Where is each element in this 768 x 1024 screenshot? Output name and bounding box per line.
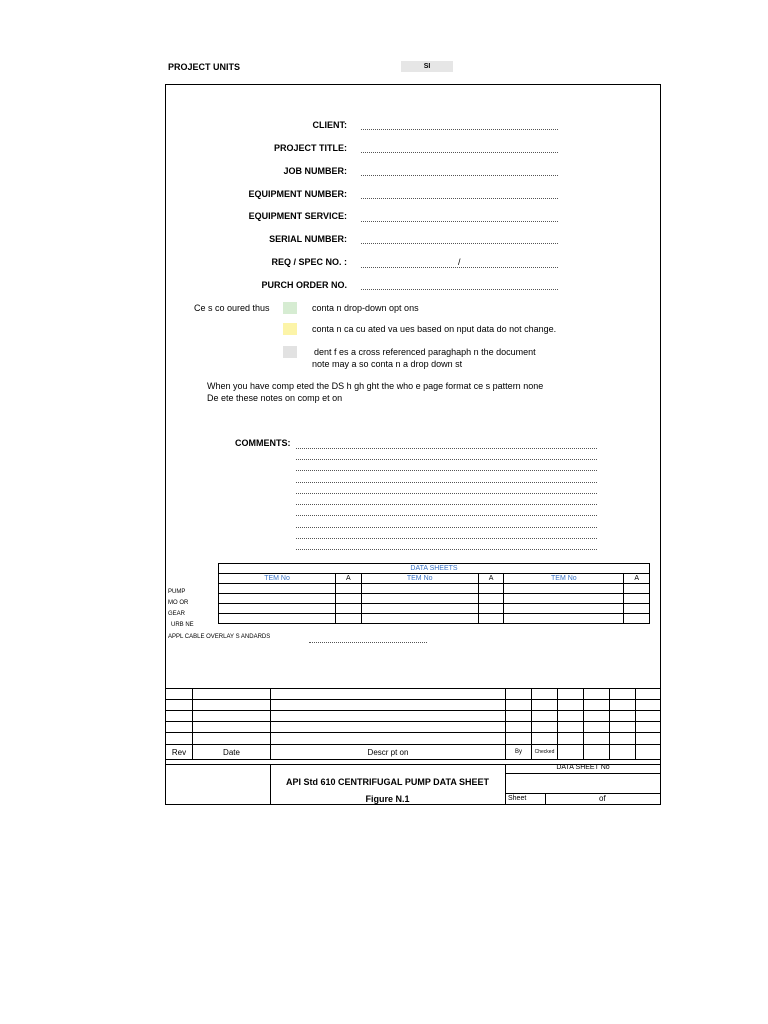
legend-green-text: conta n drop-down opt ons <box>312 303 419 313</box>
comments-line[interactable] <box>296 538 597 539</box>
table-row <box>166 711 661 722</box>
table-row <box>219 594 650 604</box>
comments-line[interactable] <box>296 549 597 550</box>
req-spec-separator: / <box>458 257 461 267</box>
description-header: Descr pt on <box>271 745 506 760</box>
comments-label: COMMENTS: <box>235 438 291 448</box>
title-block-divider <box>545 793 546 805</box>
a-header: A <box>336 574 362 584</box>
project-units-select[interactable]: SI <box>401 61 453 72</box>
equipment-number-input[interactable] <box>361 198 558 199</box>
table-row <box>219 604 650 614</box>
table-row <box>166 733 661 745</box>
rev-header: Rev <box>166 745 193 760</box>
project-title-input[interactable] <box>361 152 558 153</box>
data-sheets-title: DATA SHEETS <box>219 564 650 574</box>
item-no-header: TEM No <box>219 574 336 584</box>
overlay-standards-input[interactable] <box>309 642 427 643</box>
item-no-header: TEM No <box>361 574 478 584</box>
data-sheets-table <box>218 563 650 624</box>
purch-order-input[interactable] <box>361 289 558 290</box>
req-spec-input[interactable] <box>361 267 558 268</box>
sheet-label: Sheet <box>508 795 527 802</box>
comments-line[interactable] <box>296 493 597 494</box>
by-header: By <box>506 745 532 760</box>
comments-line[interactable] <box>296 470 597 471</box>
row-label-turbine: URB NE <box>171 622 194 628</box>
client-input[interactable] <box>361 129 558 130</box>
form-title: API Std 610 CENTRIFUGAL PUMP DATA SHEET <box>285 777 490 787</box>
note-line-1: When you have comp eted the DS h gh ght the who e page format ce s pattern none <box>207 381 544 391</box>
serial-number-label: SERIAL NUMBER: <box>269 234 347 244</box>
comments-line[interactable] <box>296 448 597 449</box>
a-header: A <box>478 574 504 584</box>
yellow-swatch <box>283 323 297 335</box>
client-label: CLIENT: <box>312 120 347 130</box>
job-number-input[interactable] <box>361 175 558 176</box>
applicable-overlay-label: APPL CABLE OVERLAY S ANDARDS <box>168 634 271 640</box>
row-label-pump: PUMP <box>168 589 186 595</box>
equipment-service-input[interactable] <box>361 221 558 222</box>
project-title-label: PROJECT TITLE: <box>273 143 347 153</box>
job-number-label: JOB NUMBER: <box>283 166 347 176</box>
table-row <box>219 614 650 624</box>
legend-intro: Ce s co oured thus <box>194 303 270 313</box>
serial-number-input[interactable] <box>361 243 558 244</box>
note-line-2: De ete these notes on comp et on <box>207 393 343 403</box>
req-spec-label: REQ / SPEC NO. : <box>271 257 347 267</box>
title-block-divider <box>505 793 661 794</box>
table-row <box>166 689 661 700</box>
table-row <box>166 722 661 733</box>
checked-header: Checked <box>532 745 558 760</box>
row-label-gear: GEAR <box>168 611 186 617</box>
comments-line[interactable] <box>296 459 597 460</box>
equipment-service-label: EQUIPMENT SERVICE: <box>248 211 347 221</box>
figure-label: Figure N.1 <box>365 794 410 804</box>
item-no-header: TEM No <box>504 574 624 584</box>
legend-gray-text-2: note may a so conta n a drop down st <box>312 359 463 369</box>
legend-gray-text-1: dent f es a cross referenced paraghaph n the document <box>314 347 536 357</box>
comments-line[interactable] <box>296 482 597 483</box>
comments-line[interactable] <box>296 527 597 528</box>
title-block-divider <box>505 773 661 774</box>
of-label: of <box>599 794 606 803</box>
data-sheet-no-label: DATA SHEET No <box>556 764 610 771</box>
table-row <box>219 584 650 594</box>
comments-line[interactable] <box>296 515 597 516</box>
project-units-label: PROJECT UNITS <box>168 62 241 72</box>
green-swatch <box>283 302 297 314</box>
comments-line[interactable] <box>296 504 597 505</box>
row-label-motor: MO OR <box>168 600 189 606</box>
equipment-number-label: EQUIPMENT NUMBER: <box>248 189 347 199</box>
gray-swatch <box>283 346 297 358</box>
purch-order-label: PURCH ORDER NO. <box>261 280 347 290</box>
table-row <box>166 700 661 711</box>
legend-yellow-text: conta n ca cu ated va ues based on nput data do not change. <box>312 324 557 334</box>
a-header: A <box>624 574 650 584</box>
revision-table <box>165 688 661 760</box>
revision-header-row <box>166 745 661 760</box>
date-header: Date <box>193 745 271 760</box>
